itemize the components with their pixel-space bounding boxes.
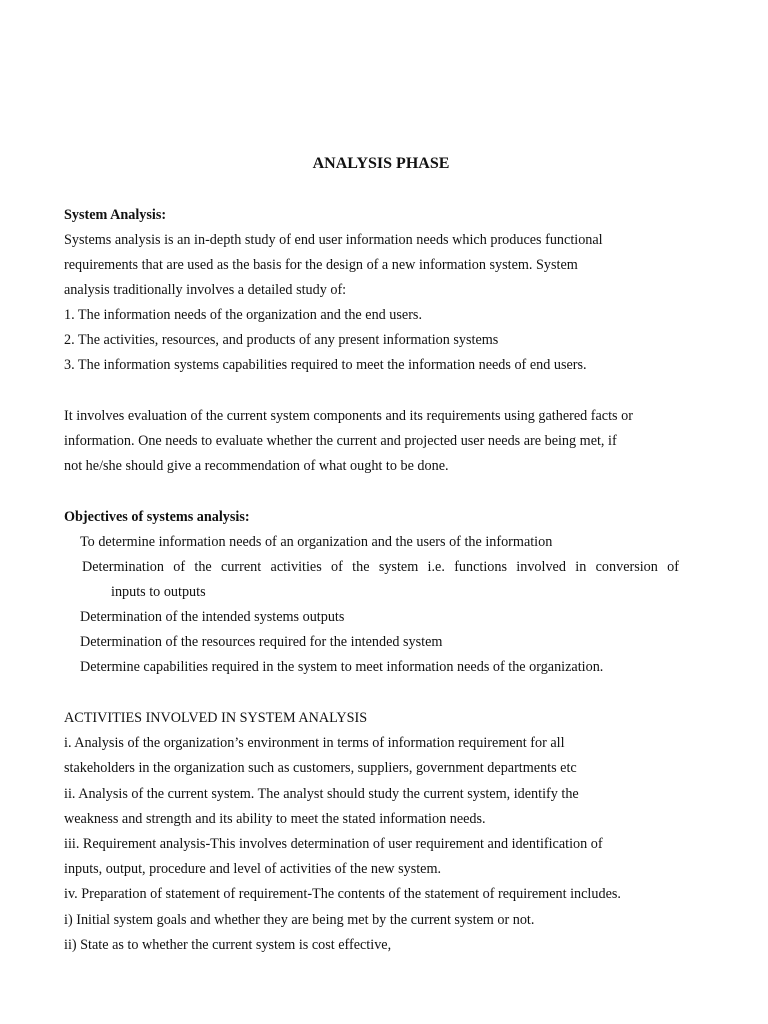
objective-item: To determine information needs of an organization and the users of the information: [80, 534, 553, 550]
activity-line: i. Analysis of the organization’s environment in terms of information requirement for all: [64, 735, 565, 751]
numbered-item: 3. The information systems capabilities required to meet the information needs of end users.: [64, 357, 587, 373]
objective-item: Determine capabilities required in the system to meet information needs of the organization.: [80, 659, 604, 675]
activity-line: inputs, output, procedure and level of activities of the new system.: [64, 861, 442, 877]
objective-item: Determination of the current activities of the system i.e. functions involved in conversion of: [82, 559, 679, 575]
section-heading-activities: ACTIVITIES INVOLVED IN SYSTEM ANALYSIS: [64, 710, 368, 726]
numbered-item: 1. The information needs of the organization and the end users.: [64, 307, 423, 323]
activity-line: stakeholders in the organization such as customers, suppliers, government departments etc: [64, 760, 577, 776]
numbered-item: 2. The activities, resources, and products of any present information systems: [64, 332, 499, 348]
section-heading-system-analysis: System Analysis:: [64, 207, 167, 223]
activity-line: weakness and strength and its ability to meet the stated information needs.: [64, 811, 486, 827]
paragraph-line: Systems analysis is an in-depth study of end user information needs which produces functional: [64, 232, 603, 248]
paragraph-line: It involves evaluation of the current system components and its requirements using gathered facts or: [64, 408, 633, 424]
paragraph-line: not he/she should give a recommendation of what ought to be done.: [64, 458, 449, 474]
page-title: ANALYSIS PHASE: [312, 155, 450, 172]
objective-item: Determination of the resources required for the intended system: [80, 634, 443, 650]
paragraph-line: information. One needs to evaluate whether the current and projected user needs are being met, if: [64, 433, 617, 449]
activity-line: ii) State as to whether the current system is cost effective,: [64, 937, 392, 953]
activity-line: iii. Requirement analysis-This involves determination of user requirement and identification of: [64, 836, 603, 852]
section-heading-objectives: Objectives of systems analysis:: [64, 509, 250, 525]
activity-line: i) Initial system goals and whether they are being met by the current system or not.: [64, 912, 535, 928]
paragraph-line: requirements that are used as the basis for the design of a new information system. System: [64, 257, 578, 273]
objective-item: Determination of the intended systems outputs: [80, 609, 345, 625]
paragraph-line: analysis traditionally involves a detailed study of:: [64, 282, 347, 298]
activity-line: ii. Analysis of the current system. The analyst should study the current system, identify the: [64, 786, 579, 802]
objective-item-continuation: inputs to outputs: [111, 584, 206, 600]
activity-line: iv. Preparation of statement of requirement-The contents of the statement of requirement includes.: [64, 886, 621, 902]
